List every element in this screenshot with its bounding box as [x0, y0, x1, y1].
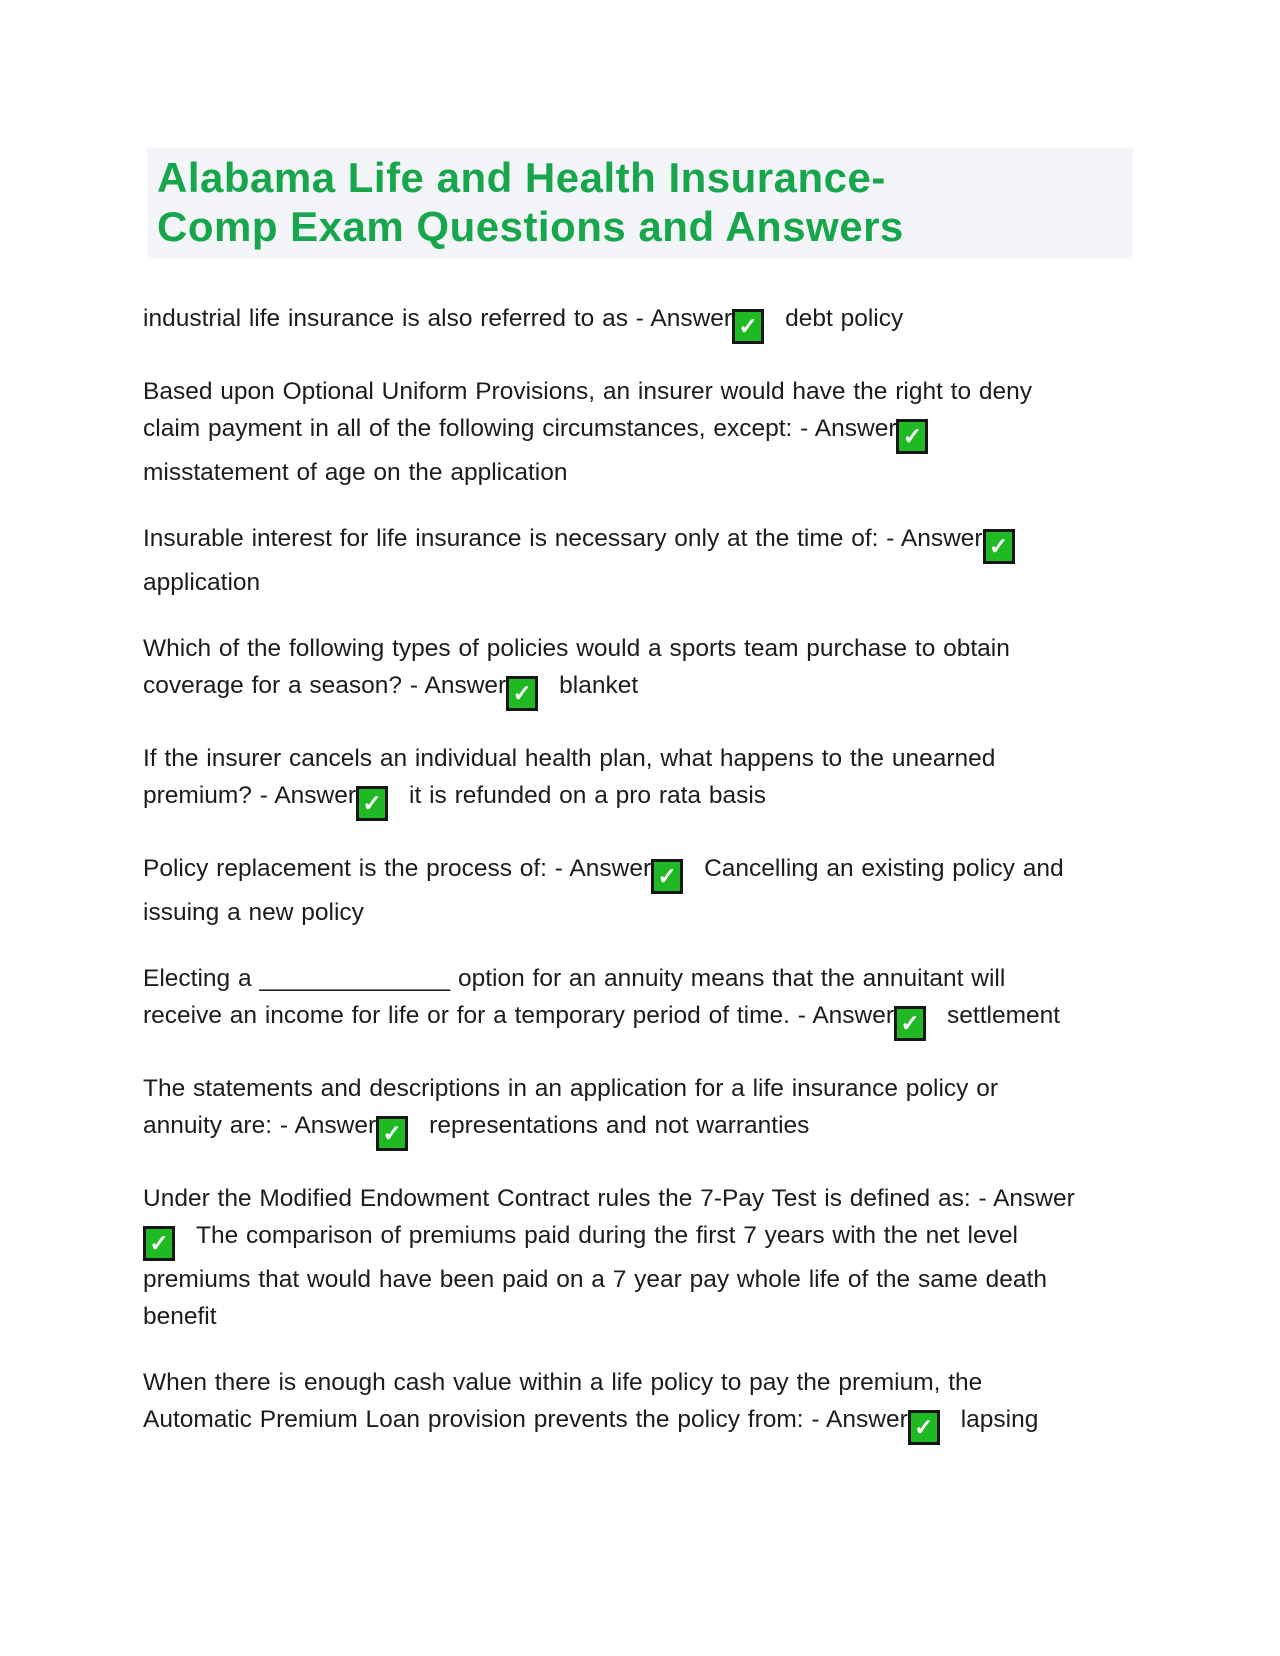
qa-item — [143, 520, 1081, 601]
answer-text: representations and not warranties — [429, 1112, 810, 1139]
answer-text: blanket — [559, 672, 639, 699]
answer-check-icon: ✓ — [651, 859, 683, 894]
qa-item — [143, 1180, 1081, 1335]
answer-text: lapsing — [960, 1406, 1039, 1433]
qa-item — [143, 740, 1081, 821]
answer-text: debt policy — [785, 305, 904, 332]
answer-text: Cancelling an existing policy and issuing a new policy — [143, 855, 1064, 926]
qa-item — [143, 960, 1081, 1041]
question-text: Under the Modified Endowment Contract rules the 7-Pay Test is defined as: - Answer — [143, 1185, 1075, 1212]
document-title-line-1: Alabama Life and Health Insurance- — [157, 154, 886, 201]
document-title-line-2: Comp Exam Questions and Answers — [157, 203, 904, 250]
answer-text: it is refunded on a pro rata basis — [409, 782, 767, 809]
qa-list — [143, 300, 1081, 1474]
answer-check-icon: ✓ — [908, 1410, 940, 1445]
question-text: The statements and descriptions in an application for a life insurance policy or annuity are: - Answer — [143, 1075, 998, 1139]
answer-text: application — [143, 569, 261, 596]
answer-text: The comparison of premiums paid during the first 7 years with the net level premiums that would have been paid on a 7 year pay whole life of the same death benefit — [143, 1222, 1047, 1330]
answer-check-icon: ✓ — [894, 1006, 926, 1041]
qa-item — [143, 300, 1081, 344]
question-text: Electing a ______________ option for an annuity means that the annuitant will receive an income for life or for a temporary period of time. - Answer — [143, 965, 1006, 1029]
qa-item — [143, 850, 1081, 931]
qa-item — [143, 1364, 1081, 1445]
answer-check-icon: ✓ — [506, 676, 538, 711]
answer-text: settlement — [947, 1002, 1061, 1029]
qa-item — [143, 1070, 1081, 1151]
answer-check-icon: ✓ — [143, 1226, 175, 1261]
question-text: When there is enough cash value within a life policy to pay the premium, the Automatic Premium Loan provision prevents the policy from: - Answer — [143, 1369, 983, 1433]
answer-check-icon: ✓ — [896, 419, 928, 454]
qa-item — [143, 630, 1081, 711]
question-text: If the insurer cancels an individual health plan, what happens to the unearned premium? - Answer — [143, 745, 996, 809]
answer-check-icon: ✓ — [376, 1116, 408, 1151]
answer-check-icon: ✓ — [732, 309, 764, 344]
question-text: industrial life insurance is also referred to as - Answer — [143, 305, 733, 332]
question-text: Policy replacement is the process of: - Answer — [143, 855, 652, 882]
answer-text: misstatement of age on the application — [143, 459, 568, 486]
question-text: Which of the following types of policies would a sports team purchase to obtain coverage for a season? - Answer — [143, 635, 1010, 699]
question-text: Based upon Optional Uniform Provisions, an insurer would have the right to deny claim payment in all of the following circumstances, except: - Answer — [143, 378, 1033, 442]
document-title-block — [147, 148, 1133, 259]
question-text: Insurable interest for life insurance is necessary only at the time of: - Answer — [143, 525, 983, 552]
answer-check-icon: ✓ — [356, 786, 388, 821]
qa-item — [143, 373, 1081, 491]
answer-check-icon: ✓ — [983, 529, 1015, 564]
